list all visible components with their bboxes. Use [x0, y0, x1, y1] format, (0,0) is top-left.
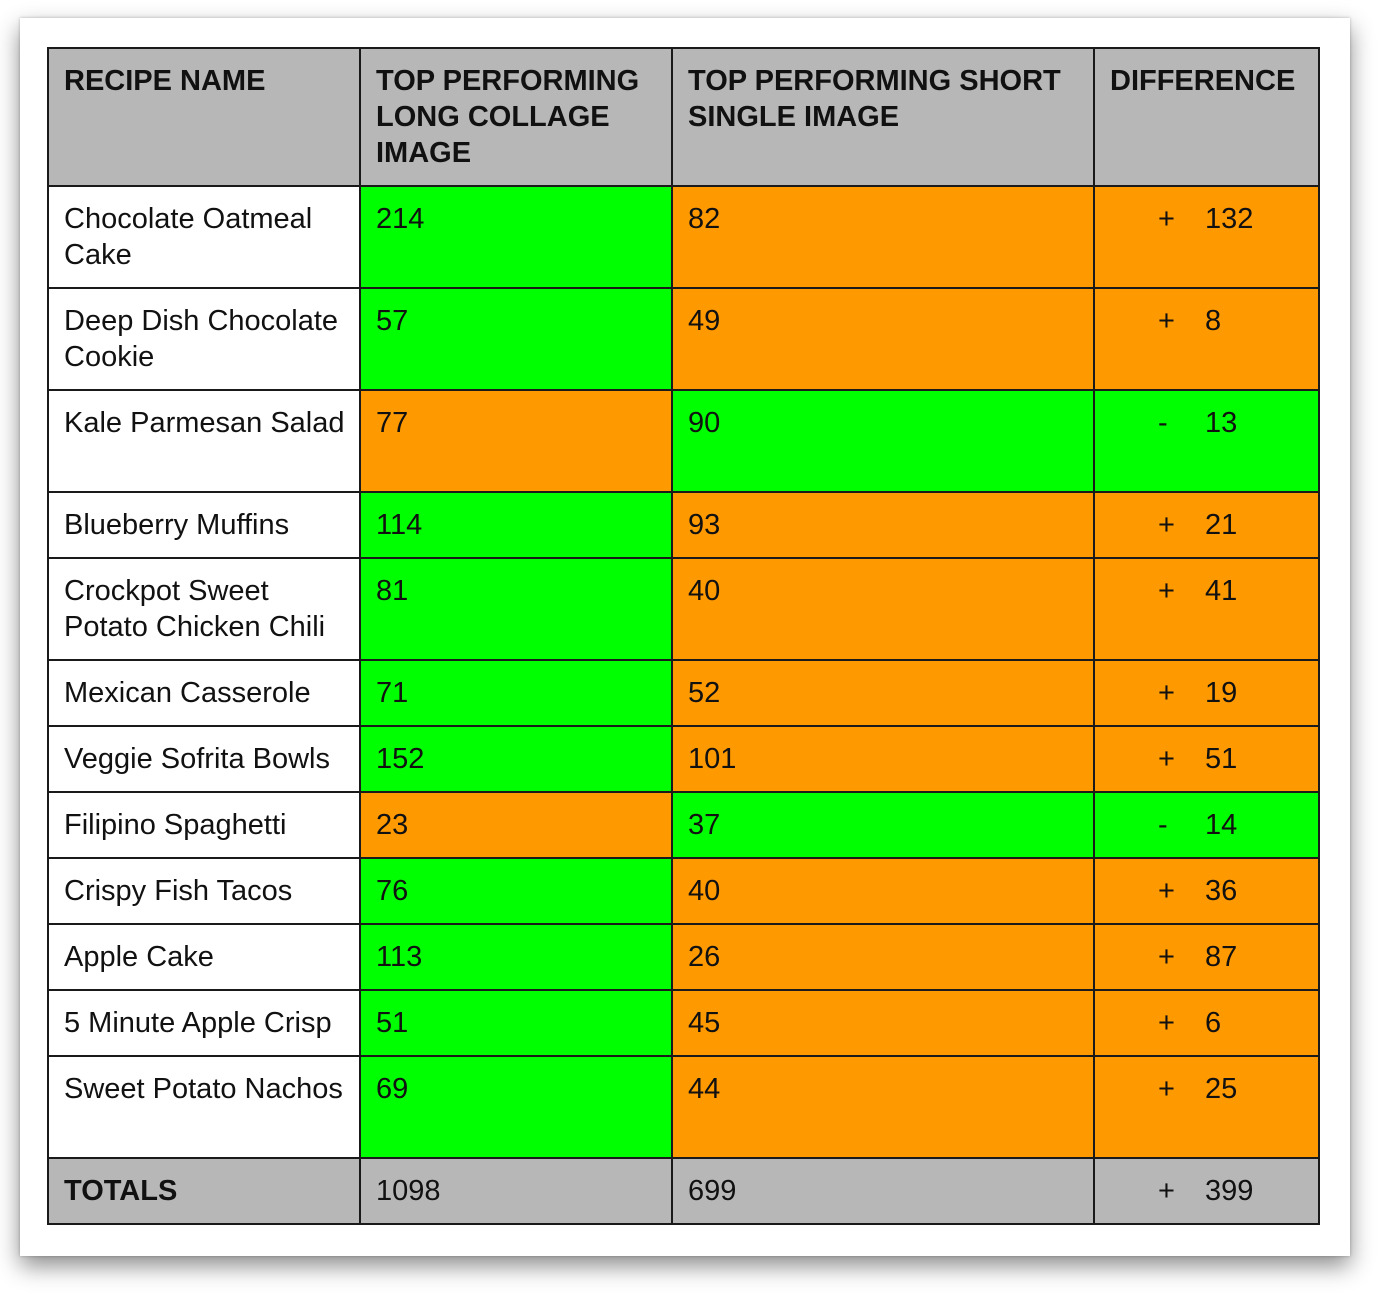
short-single-cell: 26	[672, 924, 1094, 990]
difference-value: 14	[1205, 809, 1238, 841]
header-short-single: TOP PERFORMING SHORT SINGLE IMAGE	[672, 48, 1094, 186]
table-row	[48, 660, 1319, 726]
recipe-name-cell: Sweet Potato Nachos	[48, 1056, 360, 1158]
short-single-cell: 37	[672, 792, 1094, 858]
difference-cell	[1094, 858, 1319, 924]
difference-cell	[1094, 558, 1319, 660]
difference-cell	[1094, 792, 1319, 858]
short-single-cell: 44	[672, 1056, 1094, 1158]
difference-value: 36	[1205, 875, 1238, 907]
long-collage-cell: 81	[360, 558, 672, 660]
difference-sign: +	[1158, 575, 1175, 607]
long-collage-cell: 113	[360, 924, 672, 990]
table-row	[48, 1056, 1319, 1158]
difference-sign: -	[1158, 407, 1168, 439]
difference-cell	[1094, 288, 1319, 390]
long-collage-cell: 152	[360, 726, 672, 792]
recipe-name-cell: Veggie Sofrita Bowls	[48, 726, 360, 792]
short-single-cell: 93	[672, 492, 1094, 558]
difference-sign: +	[1158, 203, 1175, 235]
difference-sign: +	[1158, 305, 1175, 337]
header-row	[48, 48, 1319, 186]
recipe-name-cell: Apple Cake	[48, 924, 360, 990]
short-single-cell: 101	[672, 726, 1094, 792]
long-collage-cell: 57	[360, 288, 672, 390]
header-difference: DIFFERENCE	[1094, 48, 1319, 186]
totals-row	[48, 1158, 1319, 1224]
table-row	[48, 858, 1319, 924]
recipe-comparison-table	[47, 47, 1320, 1225]
short-single-cell: 40	[672, 558, 1094, 660]
difference-cell	[1094, 390, 1319, 492]
totals-label: TOTALS	[48, 1158, 360, 1224]
difference-value: 8	[1205, 305, 1222, 337]
difference-cell	[1094, 660, 1319, 726]
difference-sign: +	[1158, 1175, 1175, 1207]
difference-cell	[1094, 186, 1319, 288]
table-row	[48, 390, 1319, 492]
recipe-name-cell: Filipino Spaghetti	[48, 792, 360, 858]
difference-cell	[1094, 1056, 1319, 1158]
table-body	[48, 186, 1319, 1224]
long-collage-cell: 69	[360, 1056, 672, 1158]
difference-cell	[1094, 492, 1319, 558]
difference-value: 132	[1205, 203, 1254, 235]
difference-value: 6	[1205, 1007, 1222, 1039]
short-single-cell: 52	[672, 660, 1094, 726]
long-collage-cell: 77	[360, 390, 672, 492]
difference-value: 87	[1205, 941, 1238, 973]
recipe-name-cell: Crockpot Sweet Potato Chicken Chili	[48, 558, 360, 660]
difference-cell	[1094, 990, 1319, 1056]
totals-long-collage: 1098	[360, 1158, 672, 1224]
long-collage-cell: 71	[360, 660, 672, 726]
table-row	[48, 726, 1319, 792]
difference-value: 399	[1205, 1175, 1254, 1207]
difference-sign: +	[1158, 1073, 1175, 1105]
long-collage-cell: 114	[360, 492, 672, 558]
recipe-name-cell: Blueberry Muffins	[48, 492, 360, 558]
difference-sign: +	[1158, 1007, 1175, 1039]
table-row	[48, 288, 1319, 390]
totals-short-single: 699	[672, 1158, 1094, 1224]
difference-sign: +	[1158, 875, 1175, 907]
long-collage-cell: 76	[360, 858, 672, 924]
difference-value: 19	[1205, 677, 1238, 709]
table-row	[48, 492, 1319, 558]
recipe-name-cell: Crispy Fish Tacos	[48, 858, 360, 924]
difference-value: 25	[1205, 1073, 1238, 1105]
table-row	[48, 186, 1319, 288]
short-single-cell: 45	[672, 990, 1094, 1056]
difference-sign: +	[1158, 941, 1175, 973]
short-single-cell: 49	[672, 288, 1094, 390]
difference-value: 13	[1205, 407, 1238, 439]
table-row	[48, 558, 1319, 660]
long-collage-cell: 214	[360, 186, 672, 288]
table-row	[48, 792, 1319, 858]
header-recipe-name: RECIPE NAME	[48, 48, 360, 186]
difference-value: 51	[1205, 743, 1238, 775]
difference-cell	[1094, 726, 1319, 792]
long-collage-cell: 51	[360, 990, 672, 1056]
short-single-cell: 82	[672, 186, 1094, 288]
header-long-collage: TOP PERFORMING LONG COLLAGE IMAGE	[360, 48, 672, 186]
recipe-name-cell: 5 Minute Apple Crisp	[48, 990, 360, 1056]
difference-sign: +	[1158, 743, 1175, 775]
difference-sign: -	[1158, 809, 1168, 841]
short-single-cell: 90	[672, 390, 1094, 492]
recipe-name-cell: Chocolate Oatmeal Cake	[48, 186, 360, 288]
difference-cell	[1094, 924, 1319, 990]
recipe-name-cell: Mexican Casserole	[48, 660, 360, 726]
table-row	[48, 990, 1319, 1056]
totals-difference	[1094, 1158, 1319, 1224]
short-single-cell: 40	[672, 858, 1094, 924]
difference-sign: +	[1158, 677, 1175, 709]
difference-sign: +	[1158, 509, 1175, 541]
long-collage-cell: 23	[360, 792, 672, 858]
table-row	[48, 924, 1319, 990]
recipe-name-cell: Kale Parmesan Salad	[48, 390, 360, 492]
difference-value: 41	[1205, 575, 1238, 607]
recipe-name-cell: Deep Dish Chocolate Cookie	[48, 288, 360, 390]
difference-value: 21	[1205, 509, 1238, 541]
